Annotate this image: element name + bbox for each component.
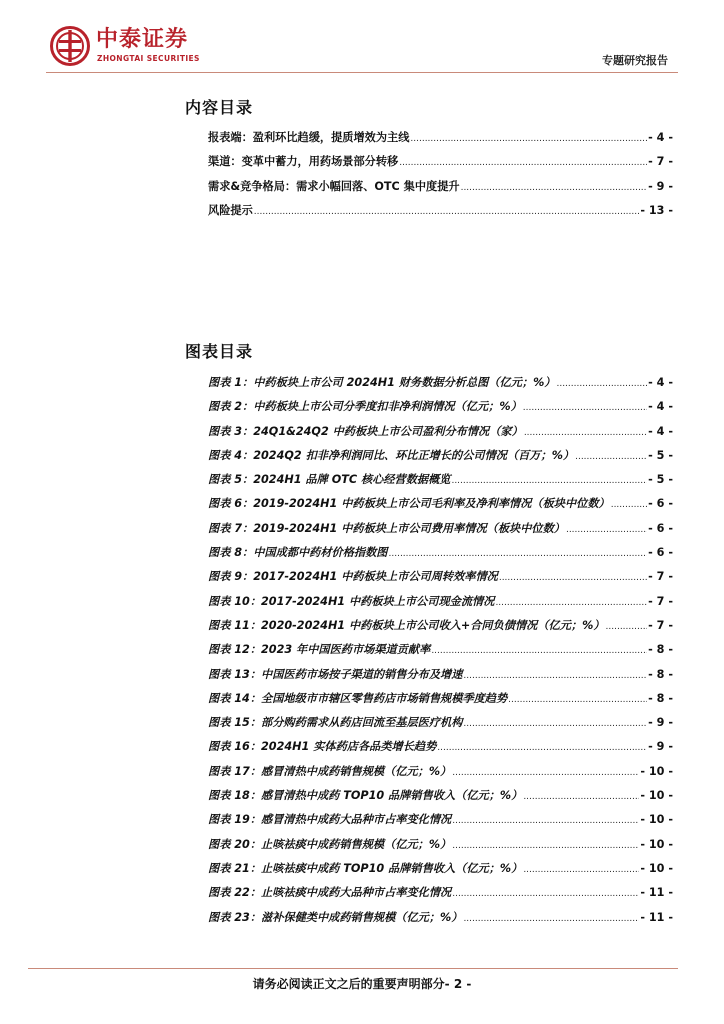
toc-leader-dots [431, 646, 647, 656]
toc-entry-label: 图表 22：止咳祛痰中成药大品种市占率变化情况 [208, 886, 452, 900]
toc-entry-label: 图表 17：感冒清热中成药销售规模（亿元；%） [208, 764, 452, 778]
toc-leader-dots [463, 671, 647, 681]
figures-list [208, 374, 673, 933]
toc-leader-dots [437, 743, 647, 753]
toc-entry-page: - 7 - [648, 570, 673, 584]
toc-entry[interactable] [208, 787, 673, 811]
toc-entry-page: - 5 - [648, 448, 673, 462]
toc-leader-dots [463, 719, 647, 729]
contents-list [208, 129, 673, 226]
footer-page-number: - 2 - [444, 977, 472, 991]
toc-entry-label: 图表 3：24Q1&24Q2 中药板块上市公司盈利分布情况（家） [208, 424, 523, 438]
toc-leader-dots [606, 622, 648, 632]
toc-leader-dots [499, 573, 647, 583]
toc-leader-dots [452, 841, 639, 851]
toc-entry-label: 风险提示 [208, 203, 253, 217]
toc-entry-page: - 13 - [640, 203, 673, 217]
toc-entry-page: - 4 - [648, 400, 673, 414]
toc-entry-label: 图表 12：2023 年中国医药市场渠道贡献率 [208, 643, 431, 657]
toc-entry[interactable] [208, 202, 673, 226]
toc-entry[interactable] [208, 568, 673, 592]
toc-leader-dots [524, 428, 647, 438]
report-type: 专题研究报告 [602, 54, 668, 67]
toc-leader-dots [463, 914, 639, 924]
toc-entry-page: - 7 - [648, 594, 673, 608]
toc-entry[interactable] [208, 447, 673, 471]
toc-entry-page: - 4 - [648, 131, 673, 144]
toc-entry-label: 报表端：盈利环比趋缓，提质增效为主线 [208, 131, 410, 144]
toc-entry-label: 图表 15：部分购药需求从药店回流至基层医疗机构 [208, 716, 463, 730]
toc-entry-label: 图表 4：2024Q2 扣非净利润同比、环比正增长的公司情况（百万；%） [208, 448, 575, 462]
toc-entry-page: - 11 - [640, 886, 673, 900]
page-footer [0, 975, 724, 992]
toc-entry[interactable] [208, 520, 673, 544]
toc-entry[interactable] [208, 593, 673, 617]
toc-entry-label: 图表 16：2024H1 实体药店各品类增长趋势 [208, 740, 437, 754]
toc-leader-dots [254, 207, 640, 217]
toc-leader-dots [523, 792, 639, 802]
footer-disclaimer: 请务必阅读正文之后的重要声明部分 [252, 977, 445, 991]
toc-entry[interactable] [208, 398, 673, 422]
toc-entry-label: 图表 23：滋补保健类中成药销售规模（亿元；%） [208, 910, 463, 924]
toc-entry[interactable] [208, 884, 673, 908]
toc-leader-dots [461, 183, 648, 193]
toc-entry[interactable] [208, 641, 673, 665]
toc-entry-label: 图表 19：感冒清热中成药大品种市占率变化情况 [208, 813, 452, 827]
toc-leader-dots [452, 889, 639, 899]
toc-entry-page: - 7 - [648, 155, 673, 169]
zhongtai-logo-icon [50, 26, 90, 66]
toc-leader-dots [566, 525, 647, 535]
toc-entry[interactable] [208, 617, 673, 641]
toc-leader-dots [556, 379, 647, 389]
toc-entry[interactable] [208, 714, 673, 738]
toc-entry-page: - 4 - [648, 424, 673, 438]
toc-entry-label: 图表 18：感冒清热中成药 TOP10 品牌销售收入（亿元；%） [208, 789, 523, 803]
toc-entry-page: - 4 - [648, 376, 673, 389]
toc-entry-page: - 8 - [648, 691, 673, 705]
toc-entry-page: - 8 - [648, 643, 673, 657]
toc-entry-label: 图表 11：2020-2024H1 中药板块上市公司收入+合同负债情况（亿元；%） [208, 618, 605, 632]
toc-entry-page: - 10 - [640, 837, 673, 851]
toc-entry-label: 图表 1：中药板块上市公司 2024H1 财务数据分析总图（亿元；%） [208, 376, 556, 389]
toc-entry-page: - 10 - [640, 861, 673, 875]
toc-entry-label: 图表 8：中国成都中药材价格指数图 [208, 546, 388, 560]
footer-divider [28, 968, 678, 969]
toc-entry[interactable] [208, 129, 673, 153]
header-divider [46, 72, 678, 73]
toc-entry[interactable] [208, 544, 673, 568]
toc-entry[interactable] [208, 811, 673, 835]
toc-entry-page: - 9 - [648, 179, 673, 193]
toc-entry[interactable] [208, 374, 673, 398]
toc-entry[interactable] [208, 860, 673, 884]
toc-leader-dots [611, 500, 647, 510]
brand-name-cn: 中泰证券 [96, 27, 189, 52]
toc-leader-dots [523, 865, 639, 875]
figures-title: 图表目录 [185, 342, 254, 361]
toc-entry-page: - 6 - [648, 546, 673, 560]
toc-entry-page: - 6 - [648, 497, 673, 511]
toc-entry-label: 图表 6：2019-2024H1 中药板块上市公司毛利率及净利率情况（板块中位数） [208, 497, 610, 511]
company-logo [50, 26, 216, 70]
toc-entry[interactable] [208, 423, 673, 447]
toc-entry-label: 图表 9：2017-2024H1 中药板块上市公司周转效率情况 [208, 570, 498, 584]
toc-leader-dots [389, 549, 648, 559]
brand-name-en: ZHONGTAI SECURITIES [97, 54, 200, 63]
toc-entry-label: 图表 10：2017-2024H1 中药板块上市公司现金流情况 [208, 594, 495, 608]
toc-entry-page: - 10 - [640, 764, 673, 778]
toc-leader-dots [452, 768, 639, 778]
toc-leader-dots [508, 695, 647, 705]
toc-leader-dots [410, 134, 647, 144]
toc-entry-page: - 5 - [648, 473, 673, 487]
toc-entry-page: - 6 - [648, 521, 673, 535]
toc-leader-dots [575, 452, 647, 462]
toc-entry-label: 图表 13：中国医药市场按子渠道的销售分布及增速 [208, 667, 463, 681]
toc-entry-page: - 10 - [640, 813, 673, 827]
toc-entry-label: 渠道：变革中蓄力，用药场景部分转移 [208, 155, 399, 169]
toc-leader-dots [451, 476, 647, 486]
toc-entry-page: - 10 - [640, 789, 673, 803]
toc-entry[interactable] [208, 763, 673, 787]
toc-entry-label: 需求&竞争格局：需求小幅回落、OTC 集中度提升 [208, 179, 460, 193]
toc-entry-page: - 11 - [640, 910, 673, 924]
toc-entry[interactable] [208, 836, 673, 860]
toc-entry[interactable] [208, 666, 673, 690]
toc-entry[interactable] [208, 153, 673, 177]
toc-entry-label: 图表 5：2024H1 品牌 OTC 核心经营数据概览 [208, 473, 451, 487]
toc-entry[interactable] [208, 738, 673, 762]
toc-entry[interactable] [208, 178, 673, 202]
toc-entry[interactable] [208, 471, 673, 495]
toc-entry-page: - 9 - [648, 740, 673, 754]
toc-entry-label: 图表 21：止咳祛痰中成药 TOP10 品牌销售收入（亿元；%） [208, 861, 523, 875]
toc-leader-dots [523, 403, 647, 413]
toc-entry-label: 图表 14：全国地级市市辖区零售药店市场销售规模季度趋势 [208, 691, 508, 705]
toc-leader-dots [452, 816, 639, 826]
toc-entry[interactable] [208, 690, 673, 714]
toc-entry-label: 图表 2：中药板块上市公司分季度扣非净利润情况（亿元；%） [208, 400, 522, 414]
toc-leader-dots [495, 598, 647, 608]
toc-entry[interactable] [208, 909, 673, 933]
contents-title: 内容目录 [185, 98, 254, 117]
toc-entry-label: 图表 7：2019-2024H1 中药板块上市公司费用率情况（板块中位数） [208, 521, 565, 535]
toc-entry-page: - 8 - [648, 667, 673, 681]
toc-entry-label: 图表 20：止咳祛痰中成药销售规模（亿元；%） [208, 837, 452, 851]
toc-entry[interactable] [208, 495, 673, 519]
toc-entry-page: - 9 - [648, 716, 673, 730]
toc-leader-dots [399, 158, 647, 168]
toc-entry-page: - 7 - [648, 618, 673, 632]
